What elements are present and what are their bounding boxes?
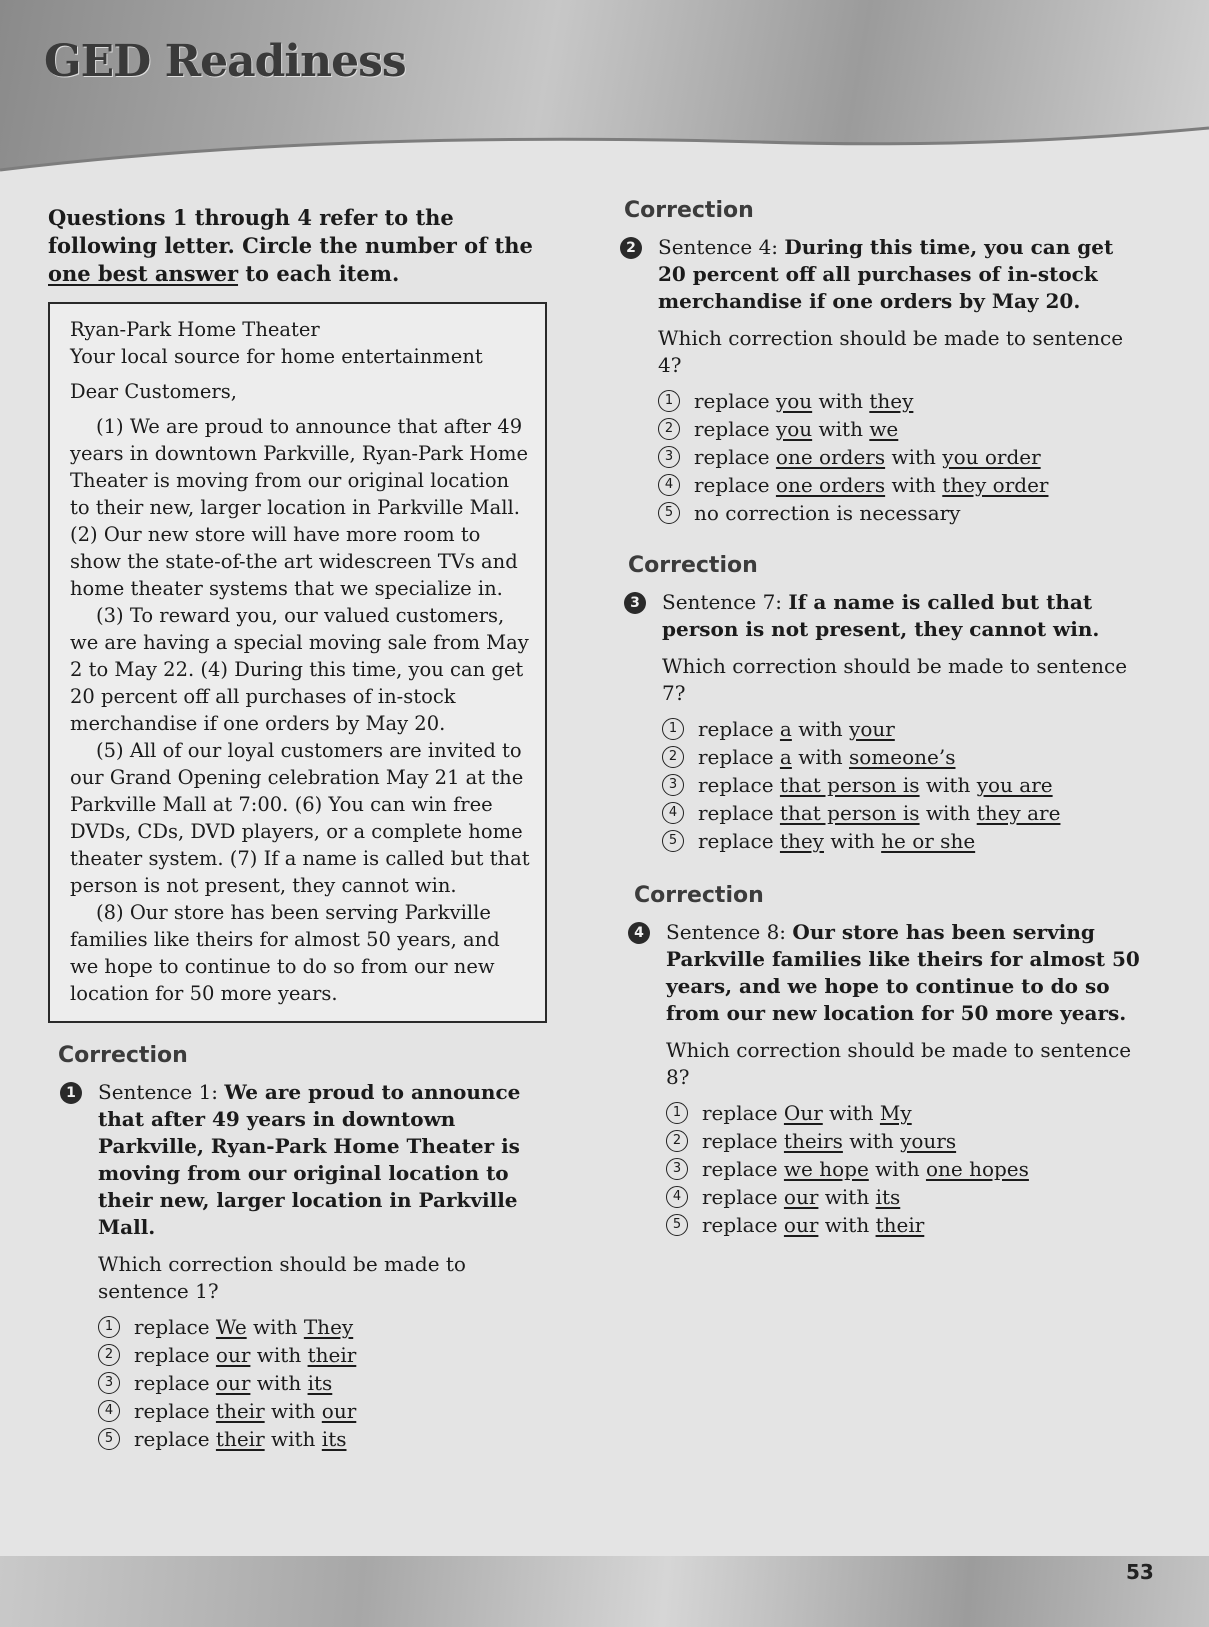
answer-option[interactable] — [658, 415, 1140, 443]
option-text: replace — [702, 1185, 784, 1209]
option-from: our — [783, 1185, 819, 1209]
question-2 — [620, 234, 1140, 527]
option-to: its — [307, 1371, 333, 1395]
answer-option[interactable] — [666, 1211, 1140, 1239]
instructions-text: Questions 1 through 4 refer to the following letter. Circle the number of the — [48, 205, 533, 258]
option-text: replace — [698, 745, 780, 769]
option-number-circle[interactable]: 5 — [666, 1214, 688, 1236]
option-text: replace — [694, 445, 776, 469]
option-from: one orders — [775, 473, 886, 497]
option-text: with — [885, 445, 943, 469]
option-from: you — [775, 417, 813, 441]
option-text: with — [264, 1427, 322, 1451]
answer-option[interactable] — [98, 1313, 548, 1341]
answer-option[interactable] — [658, 443, 1140, 471]
option-to: you order — [942, 445, 1041, 469]
answer-option[interactable] — [98, 1369, 548, 1397]
option-to: yours — [900, 1129, 957, 1153]
option-to: their — [875, 1213, 925, 1237]
option-from: our — [215, 1343, 251, 1367]
option-to: its — [321, 1427, 347, 1451]
option-text: with — [791, 745, 850, 769]
question-prompt: Which correction should be made to sentence 1? — [98, 1252, 466, 1303]
answer-options — [658, 387, 1140, 527]
question-block-4 — [620, 881, 1140, 1239]
option-number-circle[interactable]: 2 — [666, 1130, 688, 1152]
option-text: replace — [702, 1213, 784, 1237]
answer-option[interactable] — [662, 771, 1140, 799]
question-1 — [60, 1079, 548, 1453]
option-text: with — [812, 417, 870, 441]
question-block-3 — [620, 551, 1140, 855]
correction-heading: Correction — [628, 553, 758, 578]
option-number-circle[interactable]: 4 — [98, 1400, 120, 1422]
option-from: we hope — [783, 1157, 869, 1181]
option-from: their — [215, 1427, 265, 1451]
answer-option[interactable] — [98, 1397, 548, 1425]
option-from: that person is — [779, 801, 920, 825]
answer-option[interactable] — [658, 499, 1140, 527]
option-to: its — [875, 1185, 901, 1209]
option-from: one orders — [775, 445, 886, 469]
question-prompt: Which correction should be made to sentence 7? — [662, 654, 1128, 705]
option-text: with — [812, 389, 870, 413]
correction-heading: Correction — [58, 1043, 188, 1068]
option-to: someone’s — [849, 745, 956, 769]
option-number-circle[interactable]: 5 — [98, 1428, 120, 1450]
right-column — [620, 196, 1140, 1239]
sentence-text: If a name is called but that person is not present, they cannot win. — [662, 590, 1100, 641]
option-number-circle[interactable]: 5 — [662, 830, 684, 852]
option-number-circle[interactable]: 4 — [662, 802, 684, 824]
question-block-1 — [48, 1041, 548, 1453]
option-from: their — [215, 1399, 265, 1423]
option-number-circle[interactable]: 3 — [658, 446, 680, 468]
letter-paragraph: (1) We are proud to announce that after 49 years in downtown Parkville, Ryan-Park Home Theater is moving from our original location to their new, larger location in Parkville Mall. — [70, 415, 528, 519]
question-4 — [628, 919, 1140, 1239]
option-to: they are — [976, 801, 1061, 825]
option-from: that person is — [779, 773, 920, 797]
option-text: replace — [694, 473, 776, 497]
option-from: a — [779, 745, 792, 769]
option-text: with — [246, 1315, 304, 1339]
sentence-label: Sentence 1: — [98, 1080, 225, 1104]
page-title: GED Readiness — [44, 36, 406, 87]
question-stem — [98, 1079, 548, 1241]
option-from: a — [779, 717, 792, 741]
instructions — [48, 204, 548, 288]
option-number-circle[interactable]: 3 — [666, 1158, 688, 1180]
option-text: replace — [698, 717, 780, 741]
option-number-circle[interactable]: 4 — [658, 474, 680, 496]
option-text: replace — [698, 801, 780, 825]
letter-paragraph: (3) To reward you, our valued customers, we are having a special moving sale from May 2 to May 22. (4) During this time, you can get 20 percent off all purchases of in-stock merchandise if one orders by May 20. — [70, 604, 529, 735]
option-to: one hopes — [925, 1157, 1029, 1181]
option-number-circle[interactable]: 2 — [662, 746, 684, 768]
page-footer-band — [0, 1556, 1209, 1627]
option-text: with — [919, 801, 977, 825]
option-text: with — [818, 1213, 876, 1237]
sentence-label: Sentence 4: — [658, 235, 785, 259]
option-to: My — [879, 1101, 912, 1125]
option-from: our — [783, 1213, 819, 1237]
option-text: replace — [694, 389, 776, 413]
option-number-circle[interactable]: 1 — [666, 1102, 688, 1124]
letter-paragraph: (5) All of our loyal customers are invited to our Grand Opening celebration May 21 at the Parkville Mall at 7:00. (6) You can win free DVDs, CDs, DVD players, or a complete home theater system. (7) If a name is called but that person is not present, they cannot win. — [70, 739, 530, 897]
instructions-underlined: one best answer — [48, 261, 239, 286]
option-text: replace — [134, 1399, 216, 1423]
option-from: Our — [783, 1101, 823, 1125]
option-to: They — [303, 1315, 354, 1339]
answer-option[interactable] — [666, 1183, 1140, 1211]
answer-option[interactable] — [662, 715, 1140, 743]
answer-option[interactable] — [662, 743, 1140, 771]
option-number-circle[interactable]: 5 — [658, 502, 680, 524]
option-number-circle[interactable]: 3 — [98, 1372, 120, 1394]
option-text: replace — [702, 1101, 784, 1125]
option-text: replace — [134, 1427, 216, 1451]
option-text: with — [919, 773, 977, 797]
option-number-circle[interactable]: 2 — [658, 418, 680, 440]
option-number-circle[interactable]: 4 — [666, 1186, 688, 1208]
option-text: with — [842, 1129, 901, 1153]
option-from: you — [775, 389, 813, 413]
option-text: with — [823, 829, 882, 853]
question-number-badge: 1 — [60, 1082, 82, 1104]
option-text: replace — [702, 1157, 784, 1181]
answer-options — [98, 1313, 548, 1453]
letter-salutation: Dear Customers, — [70, 380, 237, 403]
option-text: with — [250, 1371, 308, 1395]
option-text: replace — [134, 1343, 216, 1367]
page-number: 53 — [1126, 1560, 1154, 1584]
answer-options — [662, 715, 1140, 855]
option-text: with — [264, 1399, 322, 1423]
question-stem — [666, 919, 1140, 1027]
question-prompt: Which correction should be made to sentence 8? — [666, 1038, 1132, 1089]
answer-option[interactable] — [658, 471, 1140, 499]
option-text: with — [791, 717, 850, 741]
option-to: he or she — [881, 829, 976, 853]
answer-option[interactable] — [662, 827, 1140, 855]
sentence-label: Sentence 8: — [666, 920, 793, 944]
option-number-circle[interactable]: 1 — [98, 1316, 120, 1338]
letter-paragraph: (8) Our store has been serving Parkville families like theirs for almost 50 years, and we hope to continue to do so from our new location for 50 more years. — [70, 901, 500, 1005]
letter-paragraph: (2) Our new store will have more room to show the state-of-the art widescreen TVs and home theater systems that we specialize in. — [70, 523, 518, 600]
option-to: they order — [942, 473, 1049, 497]
option-text: with — [885, 473, 943, 497]
question-prompt: Which correction should be made to sentence 4? — [658, 326, 1124, 377]
option-to: their — [307, 1343, 357, 1367]
question-stem — [662, 589, 1140, 643]
option-text: with — [250, 1343, 308, 1367]
option-text: with — [868, 1157, 926, 1181]
answer-option[interactable] — [666, 1099, 1140, 1127]
option-text: replace — [694, 417, 776, 441]
option-text: with — [822, 1101, 880, 1125]
option-text: replace — [134, 1371, 216, 1395]
sentence-text: Our store has been serving Parkville families like theirs for almost 50 years, and we hope to continue to do so from our new location for 50 more years. — [666, 920, 1140, 1025]
option-text: replace — [698, 773, 780, 797]
answer-option[interactable] — [658, 387, 1140, 415]
option-to: you are — [976, 773, 1053, 797]
question-3 — [624, 589, 1140, 855]
sentence-text: We are proud to announce that after 49 years in downtown Parkville, Ryan-Park Home Theater is moving from our original location to their new, larger location in Parkville Mall. — [98, 1080, 521, 1239]
option-number-circle[interactable]: 3 — [662, 774, 684, 796]
option-number-circle[interactable]: 2 — [98, 1344, 120, 1366]
option-from: they — [779, 829, 824, 853]
option-text: replace — [702, 1129, 784, 1153]
answer-option[interactable] — [98, 1341, 548, 1369]
page-header-band — [0, 0, 1209, 200]
option-text: no correction is necessary — [694, 501, 961, 525]
option-to: your — [849, 717, 895, 741]
correction-heading: Correction — [634, 883, 764, 908]
option-to: we — [869, 417, 899, 441]
answer-option[interactable] — [666, 1127, 1140, 1155]
option-text: with — [818, 1185, 876, 1209]
question-number-badge: 4 — [628, 922, 650, 944]
option-to: our — [321, 1399, 357, 1423]
correction-heading: Correction — [624, 198, 754, 223]
option-to: they — [869, 389, 914, 413]
option-text: replace — [698, 829, 780, 853]
question-number-badge: 3 — [624, 592, 646, 614]
letter-box — [48, 302, 547, 1023]
answer-option[interactable] — [98, 1425, 548, 1453]
answer-options — [666, 1099, 1140, 1239]
sentence-label: Sentence 7: — [662, 590, 789, 614]
question-number-badge: 2 — [620, 237, 642, 259]
option-text: replace — [134, 1315, 216, 1339]
option-number-circle[interactable]: 1 — [662, 718, 684, 740]
option-from: We — [215, 1315, 247, 1339]
letter-tagline: Your local source for home entertainment — [70, 345, 483, 368]
answer-option[interactable] — [666, 1155, 1140, 1183]
option-number-circle[interactable]: 1 — [658, 390, 680, 412]
left-column — [48, 200, 548, 1453]
question-block-2 — [620, 196, 1140, 527]
answer-option[interactable] — [662, 799, 1140, 827]
option-from: our — [215, 1371, 251, 1395]
option-from: theirs — [783, 1129, 843, 1153]
instructions-text-end: to each item. — [238, 261, 400, 286]
sentence-text: During this time, you can get 20 percent off all purchases of in-stock merchandise if one orders by May 20. — [658, 235, 1114, 313]
letter-business-name: Ryan-Park Home Theater — [70, 318, 320, 341]
question-stem — [658, 234, 1140, 315]
